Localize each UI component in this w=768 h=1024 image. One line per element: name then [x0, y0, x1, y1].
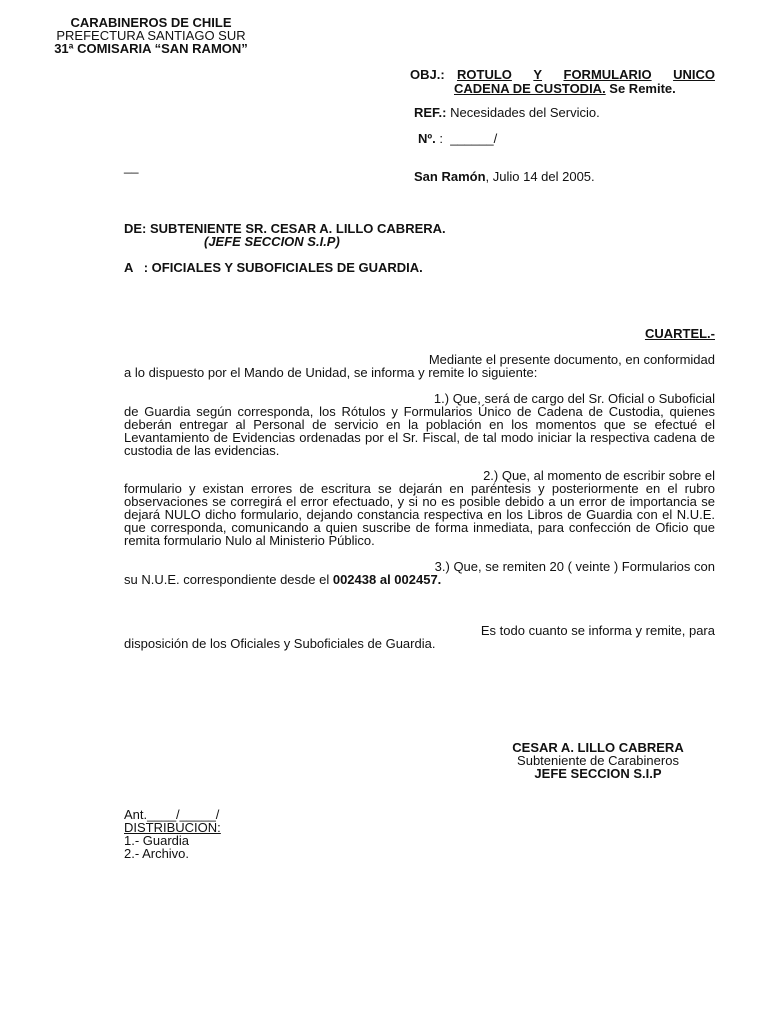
subject-rest: Se Remite. [605, 81, 676, 96]
paragraph-rest: formulario y existan errores de escritura se dejarán en paréntesis y posteriormente en el rubro observaciones se corregirá el error efectuado, y si no es posible debido a un error de importancia se dejará NULO dicho formulario, dejando constancia respectiva en los Libros de Guardia con el N.U.E. que corresponda, comunicando a quien suscribe de forma inmediata, para confección de Oficio que remita formulario Nulo al Ministerio Público. [124, 481, 715, 548]
paragraph-rest [124, 573, 715, 586]
reference-label: REF.: [414, 105, 447, 120]
cuartel-heading: CUARTEL.- [644, 326, 715, 341]
number-line [418, 132, 497, 146]
subject-word: UNICO [673, 67, 715, 82]
paragraph-first-line: 1.) Que, será de cargo del Sr. Oficial o Suboficial [433, 391, 715, 406]
subject-word: FORMULARIO [563, 67, 652, 82]
date-place: San Ramón [414, 169, 486, 184]
paragraph-first-line: Es todo cuanto se informa y remite, para [480, 623, 715, 638]
paragraph-1 [124, 392, 715, 457]
subject-label: OBJ.: [410, 67, 445, 82]
letterhead [36, 16, 266, 55]
signer-name: CESAR A. LILLO CABRERA [512, 740, 684, 755]
date-line [414, 170, 595, 184]
distribution-block [124, 808, 221, 860]
distribution-item: 2.- Archivo. [124, 846, 190, 861]
number-label: Nº. [418, 131, 436, 146]
closing-paragraph [124, 624, 715, 650]
distribution-title: DISTRIBUCION: [124, 820, 221, 835]
prefecture-name: PREFECTURA SANTIAGO SUR [56, 28, 246, 43]
subject-word: Y [533, 67, 543, 82]
paragraph-first-line: 3.) Que, se remiten 20 ( veinte ) Formularios con [434, 559, 715, 574]
reference-line [414, 106, 600, 120]
antecedent-line: Ant.____/_____/ [124, 807, 220, 822]
paragraph-2 [124, 469, 715, 547]
paragraph-rest: disposición de los Oficiales y Suboficiales de Guardia. [124, 636, 436, 651]
institution-name: CARABINEROS DE CHILE [70, 15, 232, 30]
form-range: 002438 al 002457. [332, 572, 442, 587]
signature-block [478, 741, 718, 780]
subject-underlined: CADENA DE CUSTODIA. [454, 81, 606, 96]
from-line: DE: SUBTENIENTE SR. CESAR A. LILLO CABRERA. [124, 221, 446, 236]
from-role: (JEFE SECCION S.I.P) [204, 234, 340, 249]
station-name: 31ª COMISARIA “SAN RAMON” [54, 41, 248, 56]
date-text: , Julio 14 del 2005. [485, 169, 595, 184]
intro-paragraph [124, 353, 715, 379]
to-line: A : OFICIALES Y SUBOFICIALES DE GUARDIA. [124, 260, 423, 275]
subject-line-1 [410, 68, 715, 82]
subject-word: ROTULO [457, 67, 512, 82]
paragraph-first-line: 2.) Que, al momento de escribir sobre el [483, 468, 715, 483]
paragraph-rest: a lo dispuesto por el Mando de Unidad, se informa y remite lo siguiente: [124, 365, 538, 380]
subject-line-2 [410, 82, 715, 96]
paragraph-first-line: Mediante el presente documento, en conformidad [428, 352, 715, 367]
paragraph-3 [124, 560, 715, 586]
paragraph-rest: de Guardia según corresponda, los Rótulos y Formularios Único de Cadena de Custodia, quienes deberán entregar al Personal de servicio en la población en los momentos que se efectué el Levantamiento de Evidencias ordenadas por el Sr. Fiscal, de tal modo iniciar la respectiva cadena de custodia de las evidencias. [124, 404, 715, 458]
distribution-item: 1.- Guardia [124, 833, 190, 848]
paragraph-text: su N.U.E. correspondiente desde el [124, 572, 333, 587]
dash-mark: __ [124, 159, 139, 174]
number-text: : ______/ [435, 131, 498, 146]
subject-block [410, 68, 715, 96]
subject-words [457, 68, 715, 82]
signer-role: JEFE SECCION S.I.P [534, 766, 662, 781]
signer-rank: Subteniente de Carabineros [517, 753, 679, 768]
reference-text: Necesidades del Servicio. [450, 105, 600, 120]
